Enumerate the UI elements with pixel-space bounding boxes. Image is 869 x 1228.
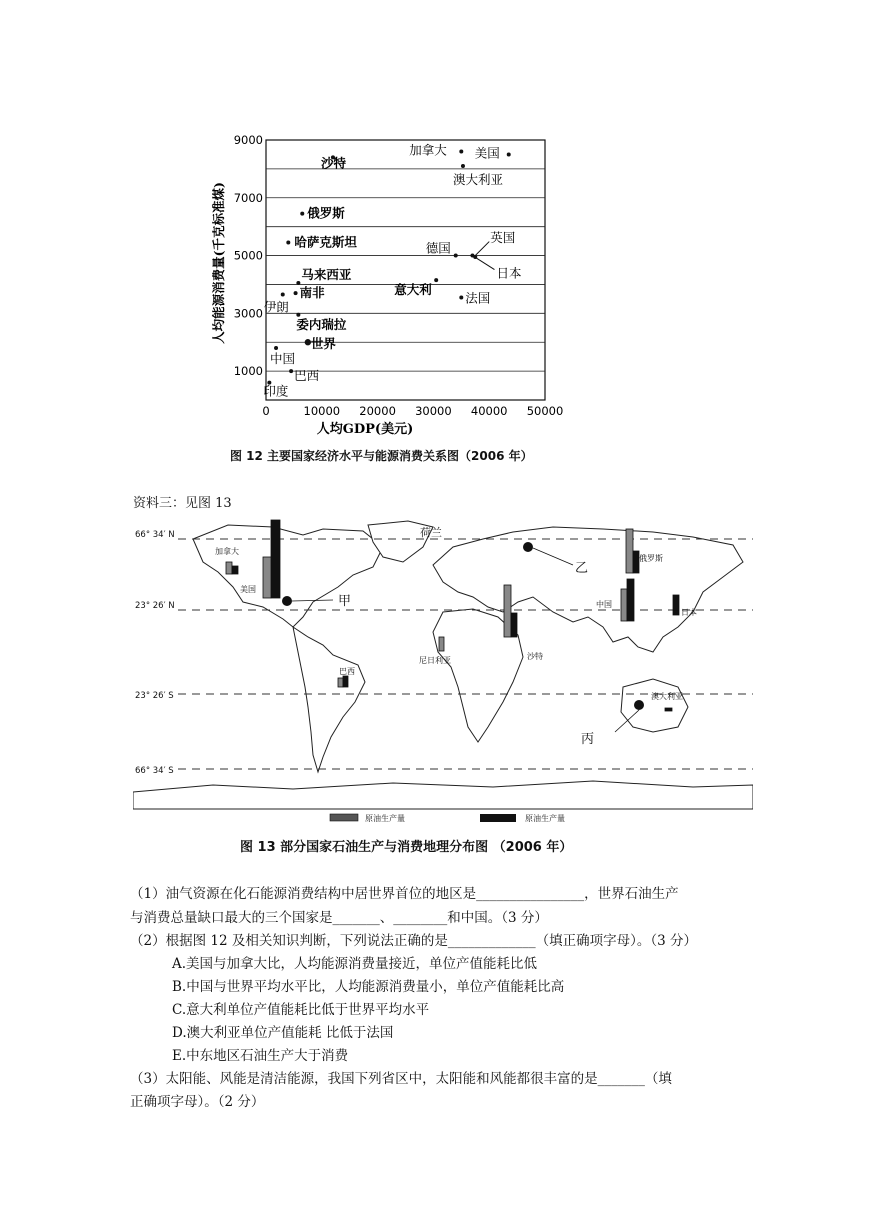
saudi-consumption-bar bbox=[511, 613, 517, 637]
point-label: 美国 bbox=[474, 145, 500, 161]
lat-label-23s: 23° 26′ S bbox=[135, 691, 174, 701]
x-tick-label: 30000 bbox=[415, 404, 452, 418]
data-point bbox=[459, 150, 463, 154]
brazil-consumption-bar bbox=[343, 676, 348, 687]
marker-jia bbox=[282, 596, 292, 606]
china-production-bar bbox=[621, 589, 627, 621]
x-axis-ticks bbox=[262, 404, 563, 418]
data-point bbox=[286, 241, 290, 245]
australia-consumption-bar bbox=[665, 708, 672, 711]
marker-label-jia: 甲 bbox=[338, 594, 352, 609]
point-labels bbox=[263, 143, 521, 399]
point-label: 加拿大 bbox=[409, 142, 447, 158]
point-label: 德国 bbox=[425, 240, 451, 256]
usa-production-bar bbox=[263, 557, 271, 598]
option-b: B.中国与世界平均水平比，人均能源消费量小，单位产值能耗比高 bbox=[172, 979, 565, 995]
antarctica-landmass bbox=[133, 781, 753, 809]
south-america-landmass bbox=[293, 627, 365, 772]
point-label: 印度 bbox=[263, 383, 289, 399]
x-tick-label: 10000 bbox=[303, 404, 341, 418]
world-oil-map bbox=[133, 517, 753, 822]
x-axis-label: 人均GDP(美元) bbox=[316, 422, 414, 437]
data-point bbox=[461, 164, 465, 168]
data-point bbox=[289, 369, 293, 373]
arrow-uk bbox=[475, 242, 489, 256]
country-canada: 加拿大 bbox=[215, 547, 239, 556]
y-axis-label: 人均能源消费量(千克标准煤) bbox=[211, 182, 226, 344]
marker-yi bbox=[523, 542, 533, 552]
china-consumption-bar bbox=[627, 579, 634, 621]
question-3-line-1: （3）太阳能、风能是清洁能源，我国下列省区中，太阳能和风能都很丰富的是_______（填 bbox=[130, 1071, 672, 1087]
country-china: 中国 bbox=[596, 600, 612, 609]
canada-production-bar bbox=[226, 562, 232, 574]
question-3-line-2: 正确项字母）。（2 分） bbox=[130, 1094, 265, 1110]
point-label: 意大利 bbox=[394, 282, 432, 298]
figure-12-caption: 图 12 主要国家经济水平与能源消费关系图（2006 年） bbox=[230, 449, 533, 463]
lat-label-66s: 66° 34′ S bbox=[135, 766, 174, 776]
question-2-stem: （2）根据图 12 及相关知识判断，下列说法正确的是_____________（填正确项字母）。（3 分） bbox=[130, 933, 697, 949]
lat-label-23n: 23° 26′ N bbox=[135, 601, 175, 611]
japan-consumption-bar bbox=[673, 595, 679, 615]
marker-bing bbox=[634, 700, 644, 710]
country-saudi: 沙特 bbox=[527, 652, 543, 661]
lat-label-66n: 66° 34′ N bbox=[135, 530, 175, 540]
point-label: 世界 bbox=[310, 336, 336, 352]
country-australia: 澳大利亚 bbox=[651, 692, 683, 701]
y-tick-label: 7000 bbox=[233, 190, 263, 205]
data-point bbox=[274, 346, 278, 350]
figure-13-caption: 图 13 部分国家石油生产与消费地理分布图 （2006 年） bbox=[240, 840, 573, 855]
data-point bbox=[300, 212, 304, 216]
point-label: 日本 bbox=[496, 265, 522, 281]
point-label: 马来西亚 bbox=[301, 267, 352, 282]
point-label: 法国 bbox=[465, 290, 491, 306]
data-point bbox=[507, 152, 511, 156]
point-label: 英国 bbox=[490, 230, 516, 245]
data-point bbox=[294, 291, 298, 295]
point-label: 俄罗斯 bbox=[307, 205, 345, 221]
option-c: C.意大利单位产值能耗比低于世界平均水平 bbox=[172, 1002, 430, 1018]
nigeria-production-bar bbox=[439, 637, 444, 651]
country-usa: 美国 bbox=[240, 585, 256, 594]
country-japan: 日本 bbox=[681, 608, 697, 617]
arrow-japan bbox=[472, 256, 494, 270]
x-tick-label: 0 bbox=[262, 404, 270, 418]
data-point bbox=[454, 254, 458, 258]
point-label: 委内瑞拉 bbox=[296, 316, 347, 332]
legend-swatch-hatched bbox=[330, 814, 358, 821]
latitude-labels bbox=[135, 530, 175, 776]
north-america-landmass bbox=[193, 525, 383, 627]
x-tick-label: 40000 bbox=[470, 404, 508, 418]
country-russia: 俄罗斯 bbox=[639, 554, 663, 563]
legend-label-2: 原油生产量 bbox=[525, 814, 565, 822]
point-label: 哈萨克斯坦 bbox=[294, 234, 357, 250]
y-tick-label: 9000 bbox=[233, 133, 263, 147]
data-point bbox=[434, 278, 438, 282]
marker-label-yi: 乙 bbox=[575, 561, 589, 576]
country-netherlands: 荷兰 bbox=[420, 526, 442, 539]
australia-landmass bbox=[621, 679, 688, 732]
marker-label-bing: 丙 bbox=[581, 732, 595, 747]
option-a: A.美国与加拿大比，人均能源消费量接近，单位产值能耗比低 bbox=[172, 956, 538, 972]
point-label: 巴西 bbox=[294, 368, 320, 384]
question-1-line-1: （1）油气资源在化石能源消费结构中居世界首位的地区是________________，世界石油生产 bbox=[130, 886, 679, 902]
country-brazil: 巴西 bbox=[339, 667, 355, 676]
country-nigeria: 尼日利亚 bbox=[419, 656, 451, 665]
energy-gdp-scatter-chart bbox=[205, 128, 565, 448]
legend-label-1: 原油生产量 bbox=[365, 814, 405, 822]
map-legend bbox=[330, 813, 565, 822]
y-tick-label: 5000 bbox=[233, 248, 263, 263]
brazil-production-bar bbox=[338, 678, 343, 687]
y-axis-ticks bbox=[234, 133, 263, 378]
y-tick-label: 1000 bbox=[233, 364, 263, 379]
canada-consumption-bar bbox=[232, 566, 238, 574]
option-d: D.澳大利亚单位产值能耗 比低于法国 bbox=[172, 1025, 394, 1041]
point-label: 南非 bbox=[299, 285, 325, 301]
y-tick-label: 3000 bbox=[233, 306, 263, 321]
x-tick-label: 20000 bbox=[359, 404, 396, 418]
saudi-production-bar bbox=[504, 585, 511, 637]
data-point bbox=[281, 293, 285, 297]
point-label: 伊朗 bbox=[263, 299, 289, 315]
usa-consumption-bar bbox=[271, 520, 280, 598]
point-label: 中国 bbox=[270, 351, 296, 366]
x-tick-label: 50000 bbox=[526, 404, 564, 418]
data-point bbox=[459, 295, 463, 299]
question-1-line-2: 与消费总量缺口最大的三个国家是_______、________和中国。（3 分） bbox=[130, 910, 548, 926]
russia-production-bar bbox=[626, 529, 633, 573]
legend-swatch-solid bbox=[480, 814, 516, 822]
option-e: E.中东地区石油生产大于消费 bbox=[172, 1048, 349, 1064]
point-label: 沙特 bbox=[320, 155, 346, 171]
source-label: 资料三：见图 13 bbox=[133, 496, 232, 511]
point-label: 澳大利亚 bbox=[452, 172, 503, 187]
